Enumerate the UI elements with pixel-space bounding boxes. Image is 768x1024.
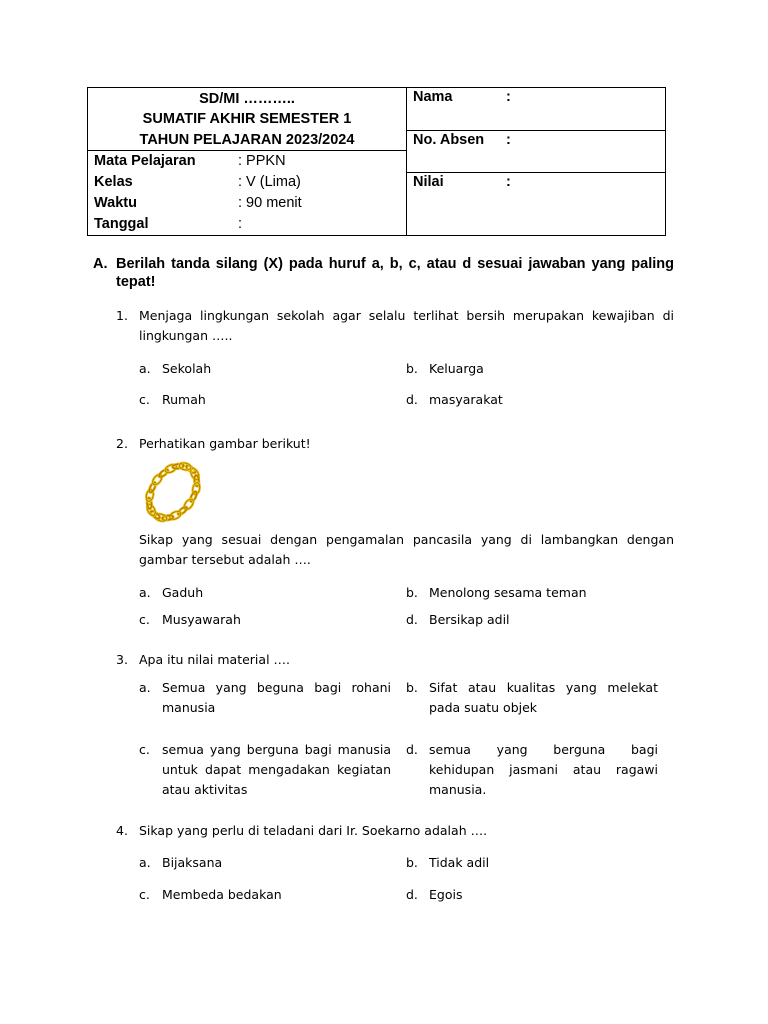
row-divider — [406, 172, 666, 173]
subject-label: Mata Pelajaran — [94, 153, 196, 169]
question-number: 4. — [116, 823, 128, 838]
question-text: Sikap yang perlu di teladani dari Ir. Soekarno adalah …. — [139, 823, 488, 838]
option-text: Gaduh — [162, 585, 204, 600]
absen-field: : — [506, 132, 511, 148]
option-letter: c. — [139, 887, 150, 902]
option-text: Musyawarah — [162, 612, 241, 627]
academic-year: TAHUN PELAJARAN 2023/2024 — [139, 132, 355, 148]
question-number: 2. — [116, 436, 128, 451]
school-name: SD/MI ……….. — [199, 91, 295, 107]
option-letter: a. — [139, 680, 151, 695]
option-letter: a. — [139, 585, 151, 600]
question-number: 1. — [116, 308, 128, 323]
option-letter: c. — [139, 612, 150, 627]
exam-title: SUMATIF AKHIR SEMESTER 1 — [142, 111, 352, 127]
time-value: : 90 menit — [238, 195, 302, 211]
time-label: Waktu — [94, 195, 137, 211]
name-field: : — [506, 89, 511, 105]
option-letter: d. — [406, 392, 418, 407]
date-value: : — [238, 216, 243, 232]
column-divider — [406, 88, 407, 235]
row-divider — [406, 130, 666, 131]
instruction-text: Berilah tanda silang (X) pada huruf a, b, c, atau d sesuai jawaban yang paling tepat! — [116, 256, 674, 290]
option-text: Menolong sesama teman — [429, 585, 587, 600]
score-label: Nilai — [413, 174, 444, 190]
option-text: Bersikap adil — [429, 612, 510, 627]
option-text: Sifat atau kualitas yang melekat pada suatu objek — [429, 680, 658, 715]
option-letter: c. — [139, 742, 150, 757]
question-number: 3. — [116, 652, 128, 667]
option-letter: d. — [406, 887, 418, 902]
question-text-continued: Sikap yang sesuai dengan pengamalan pancasila yang di lambangkan dengan gambar tersebut adalah …. — [139, 532, 674, 567]
class-value: : V (Lima) — [238, 174, 301, 190]
option-text: Bijaksana — [162, 855, 223, 870]
option-text: Egois — [429, 887, 463, 902]
option-letter: b. — [406, 361, 418, 376]
question-text: Perhatikan gambar berikut! — [139, 436, 311, 451]
option-letter: a. — [139, 855, 151, 870]
option-letter: d. — [406, 612, 418, 627]
option-text: Tidak adil — [429, 855, 490, 870]
option-text: Sekolah — [162, 361, 212, 376]
option-letter: b. — [406, 680, 418, 695]
question-text: Apa itu nilai material …. — [139, 652, 290, 667]
row-divider — [88, 150, 406, 151]
option-text: masyarakat — [429, 392, 503, 407]
option-letter: d. — [406, 742, 418, 757]
section-letter: A. — [93, 256, 108, 272]
option-text: semua yang berguna bagi kehidupan jasmani atau ragawi manusia. — [429, 742, 658, 797]
score-field: : — [506, 174, 511, 190]
header-table — [87, 87, 666, 236]
date-label: Tanggal — [94, 216, 149, 232]
option-letter: b. — [406, 585, 418, 600]
class-label: Kelas — [94, 174, 133, 190]
option-text: semua yang berguna bagi manusia untuk dapat mengadakan kegiatan atau aktivitas — [162, 742, 391, 797]
subject-value: : PPKN — [238, 153, 286, 169]
absen-label: No. Absen — [413, 132, 485, 148]
name-label: Nama — [413, 89, 453, 105]
gold-chain-icon — [137, 454, 209, 530]
option-text: Keluarga — [429, 361, 484, 376]
option-letter: b. — [406, 855, 418, 870]
option-text: Semua yang beguna bagi rohani manusia — [162, 680, 391, 715]
option-letter: a. — [139, 361, 151, 376]
option-letter: c. — [139, 392, 150, 407]
option-text: Rumah — [162, 392, 206, 407]
option-text: Membeda bedakan — [162, 887, 282, 902]
question-text: Menjaga lingkungan sekolah agar selalu terlihat bersih merupakan kewajiban di lingkungan ….. — [139, 308, 674, 343]
